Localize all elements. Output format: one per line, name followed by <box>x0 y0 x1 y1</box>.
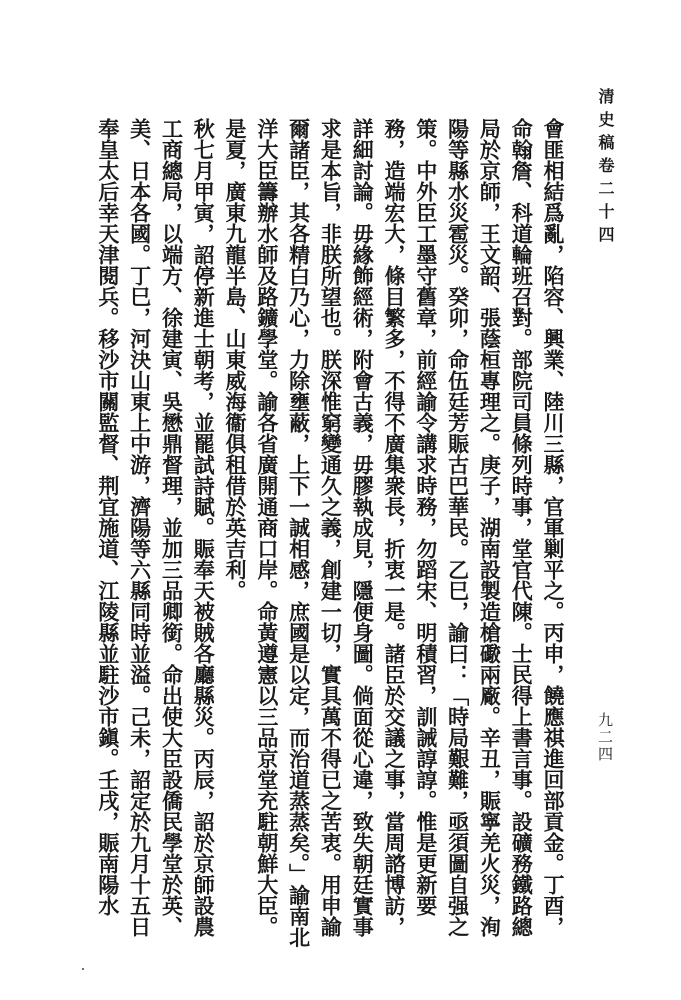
paragraph-autumn-seventh-month: 秋七月甲寅，詔停新進士朝考，並罷試詩賦。賑奉天被賊各廳縣災。丙辰，詔於京師設農工商總局，以端方、徐建寅、吳懋鼎督理，並加三品卿銜。命出使大臣設僑民學堂於英、美、日本各國。丁巳，河決山東上中游，濟陽等六縣同時並溢。己未，詔定於九月十五日奉皇太后幸天津閱兵。移沙市關監督、荆宜施道、江陵縣並駐沙市鎭。壬戌，賑南陽水 <box>95 118 217 937</box>
running-head: 清史稿卷二十四 <box>596 88 615 249</box>
paragraph-summer-leases: 是夏，廣東九龍半島、山東威海衞俱租借於英吉利。 <box>223 118 249 601</box>
page-speck <box>82 968 84 970</box>
page-number: 九二四 <box>596 712 614 763</box>
body-text <box>95 118 569 948</box>
paragraph-edicts: 會匪相結爲亂，陷容、興業、陸川三縣，官軍剿平之。丙申，饒應祺進回部貢金。丁酉，命翰詹、科道輪班召對。部院司員條列時事，堂官代陳。士民得上書言事。設礦務鐵路總局於京師，王文韶、張蔭桓專理之。庚子，湖南設製造槍礮兩廠。辛丑，賑寧羌火災，洵陽等縣水災雹災。癸卯，命伍廷芳賑古巴華民。乙巳，諭曰：「時局艱難，亟須圖自强之策。中外臣工墨守舊章，前經諭令講求時務，勿蹈宋、明積習，訓誡諄諄。惟是更新要務，造端宏大，條目繁多，不得不廣集衆長，折衷一是。諸臣於交議之事，當周諮博訪，詳細討論。毋緣飾經術，附會古義，毋膠執成見，隱便身圖。倘面從心違，致失朝廷實事求是本旨，非朕所望也。朕深惟窮變通久之義，創建一切，實具萬不得已之苦衷。用申諭爾諸臣，其各精白乃心，力除壅蔽，上下一誠相感，庶國是以定，而治道蒸蒸矣。」諭南北洋大臣籌辦水師及路鑛學堂。諭各省廣開通商口岸。命黃遵憲以三品京堂充駐朝鮮大臣。 <box>254 118 566 948</box>
